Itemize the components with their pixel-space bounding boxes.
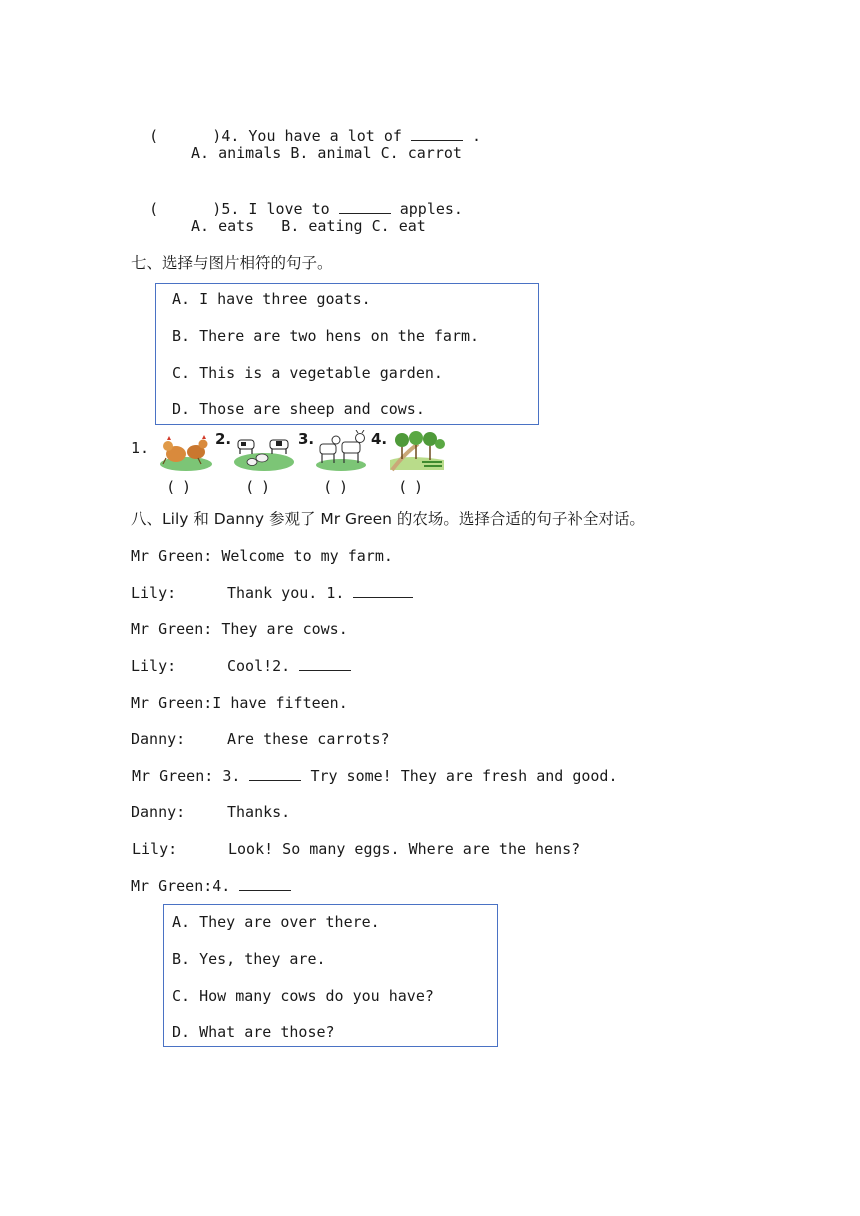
goats-picture [314,430,368,472]
utterance: 4. [212,877,231,895]
choice-a: A. I have three goats. [172,290,371,308]
utterance: 3. [222,767,241,785]
speaker: Lily: [132,840,178,858]
choice-d: D. Those are sheep and cows. [172,400,425,418]
answer-blank [339,199,391,214]
hens-picture [158,430,214,472]
speaker: Mr Green: [131,694,213,712]
choice-c: C. This is a vegetable garden. [172,364,443,382]
question-4-options: A. animals B. animal C. carrot [191,144,462,162]
picture-label-1: 1. [131,439,150,457]
speaker: Lily: [131,584,177,602]
question-5-options: A. eats B. eating C. eat [191,217,426,235]
speaker: Mr Green: [131,547,213,565]
choice-d: D. What are those? [172,1023,335,1041]
question-4 [131,106,481,146]
dialogue-line-6 [131,729,185,749]
utterance: Cool!2. [227,657,291,675]
vegetable-garden-picture [388,430,446,472]
dialogue-line-9 [132,839,177,859]
picture-answer-3: ( ) [325,478,347,496]
picture-answer-4: ( ) [400,478,422,496]
dialogue-line-7 [132,766,617,786]
dialogue-line-2 [131,583,176,603]
picture-answer-2: ( ) [247,478,269,496]
section-8-heading: 八、Lily 和 Danny 参观了 Mr Green 的农场。选择合适的句子补全对话。 [131,510,645,528]
speaker: Lily: [131,657,177,675]
speaker: Mr Green: [132,767,214,785]
question-5 [131,179,463,219]
dialogue-text-8: Thanks. [227,803,291,821]
dialogue-line-4 [131,656,176,676]
choice-b: B. There are two hens on the farm. [172,327,480,345]
dialogue-text-9: Look! So many eggs. Where are the hens? [228,840,581,858]
choice-b: B. Yes, they are. [172,950,326,968]
choice-c: C. How many cows do you have? [172,987,434,1005]
answer-blank [249,766,301,781]
dialogue-line-1 [131,546,393,566]
dialogue-line-3 [131,619,348,639]
speaker: Mr Green: [131,620,213,638]
utterance-after: Try some! They are fresh and good. [310,767,618,785]
dialogue-text-4 [227,656,351,676]
answer-blank [239,876,291,891]
answer-blank [353,583,413,598]
speaker: Danny: [131,730,186,748]
utterance: They are cows. [221,620,348,638]
picture-label-3: 3. [298,430,315,448]
utterance: Welcome to my farm. [221,547,393,565]
dialogue-text-6: Are these carrots? [227,730,390,748]
cows-sheep-picture [232,432,296,472]
speaker: Danny: [131,803,186,821]
speaker: Mr Green: [131,877,213,895]
picture-label-2: 2. [215,430,232,448]
question-stem: 4. You have a lot of [221,127,402,145]
answer-blank [299,656,351,671]
dialogue-line-5 [131,693,348,713]
answer-blank [411,126,463,141]
utterance: I have fifteen. [212,694,348,712]
dialogue-text-2 [227,583,413,603]
question-end: . [472,127,482,145]
answer-paren: ( ) [149,127,222,145]
picture-label-4: 4. [371,430,388,448]
picture-answer-1: ( ) [168,478,190,496]
choice-a: A. They are over there. [172,913,380,931]
question-end: apples. [399,200,463,218]
dialogue-line-10 [131,876,291,896]
section-7-heading: 七、选择与图片相符的句子。 [131,254,333,272]
answer-paren: ( ) [149,200,222,218]
dialogue-line-8 [131,802,185,822]
question-stem: 5. I love to [221,200,330,218]
utterance: Thank you. 1. [227,584,345,602]
